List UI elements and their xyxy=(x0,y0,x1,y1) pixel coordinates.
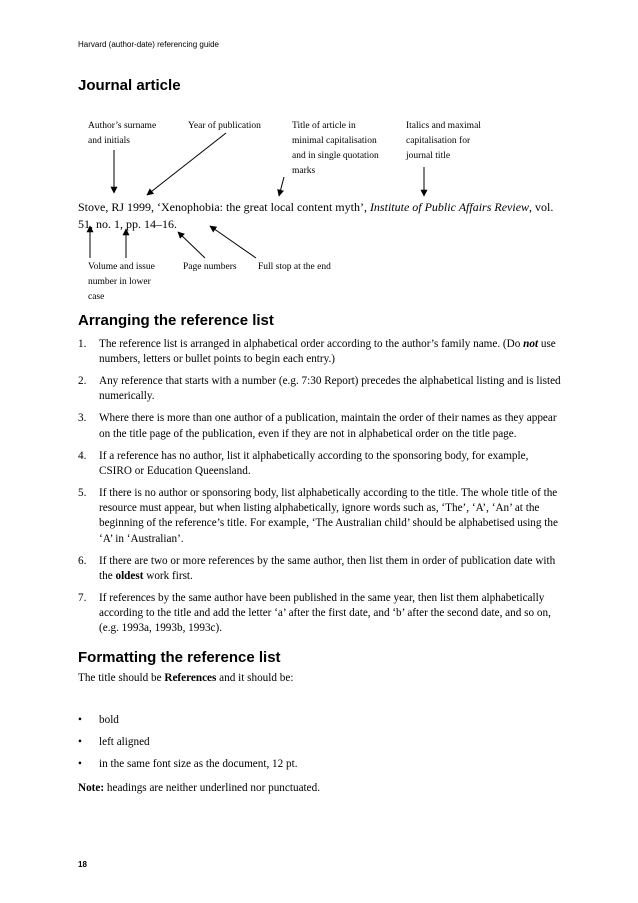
list-item: • left aligned xyxy=(78,736,150,749)
formatting-bullets xyxy=(78,713,298,780)
formatting-note: Note: headings are neither underlined nor punctuated. xyxy=(78,782,320,794)
page-number: 18 xyxy=(78,860,87,869)
formatting-intro: The title should be References and it should be: xyxy=(78,672,294,684)
section-heading-formatting: Formatting the reference list xyxy=(78,649,281,666)
annotation-title: Title of article in minimal capitalisation and in single quotation marks xyxy=(292,121,379,176)
bullet-icon: • xyxy=(78,714,82,726)
section-heading-arranging: Arranging the reference list xyxy=(78,312,274,329)
list-item: • bold xyxy=(78,714,119,726)
arrow-year xyxy=(147,133,226,195)
annotation-full-stop: Full stop at the end xyxy=(258,262,331,272)
annotation-year: Year of publication xyxy=(188,121,261,131)
annotation-italics: Italics and maximal capitalisation for journal title xyxy=(406,121,481,161)
list-item: 1. The reference list is arranged in alphabetical order according to the author’s family name. (Do not use numbers, letters or bullet points to begin each entry.) xyxy=(78,338,556,366)
annotation-volume: Volume and issue number in lower case xyxy=(88,262,155,302)
list-item: 6. If there are two or more references by the same author, then list them in order of publication date with the oldest work first. xyxy=(78,554,556,582)
section-heading-journal-article: Journal article xyxy=(78,77,181,94)
bullet-icon: • xyxy=(78,736,82,749)
list-item: 2. Any reference that starts with a number (e.g. 7:30 Report) precedes the alphabetical listing and is listed numerically. xyxy=(78,375,561,403)
running-header: Harvard (author-date) referencing guide xyxy=(78,40,219,49)
journal-title: Institute of Public Affairs Review xyxy=(369,200,530,214)
list-item: 3. Where there is more than one author of a publication, maintain the order of their names as they appear on the title page of the publication, even if they are not in alphabetical order on the title page. xyxy=(78,412,557,440)
list-item: • in the same font size as the document, 12 pt. xyxy=(78,758,298,771)
arranging-list xyxy=(78,337,564,643)
arrow-full-stop xyxy=(210,226,256,258)
list-item: 5. If there is no author or sponsoring body, list alphabetically according to the title. The whole title of the resource must appear, but when listing alphabetically, ignore words such as, ‘The’, ‘A’, ‘An’ at the beginning of the reference’s title. For example, ‘The Australian child’ should be alphabetised using the ‘A’ in ‘Australian’. xyxy=(78,486,558,545)
arrow-title xyxy=(279,177,284,196)
bullet-icon: • xyxy=(78,758,82,771)
example-citation: Stove, RJ 1999, ‘Xenophobia: the great local content myth’, Institute of Public Affairs Review, vol. 51, no. 1, pp. 14–16. xyxy=(78,200,554,231)
list-item: 4. If a reference has no author, list it alphabetically according to the sponsoring body, for example, CSIRO or Education Queensland. xyxy=(78,449,529,477)
arrow-pages xyxy=(178,232,205,258)
list-item: 7. If references by the same author have been published in the same year, then list them alphabetically according to the title and add the letter ‘a’ after the first date, and ‘b’ after the second date, and so on, (e.g. 1993a, 1993b, 1993c). xyxy=(78,591,551,635)
annotation-pages: Page numbers xyxy=(183,262,237,272)
annotation-authors: Author’s surname and initials xyxy=(88,121,157,146)
